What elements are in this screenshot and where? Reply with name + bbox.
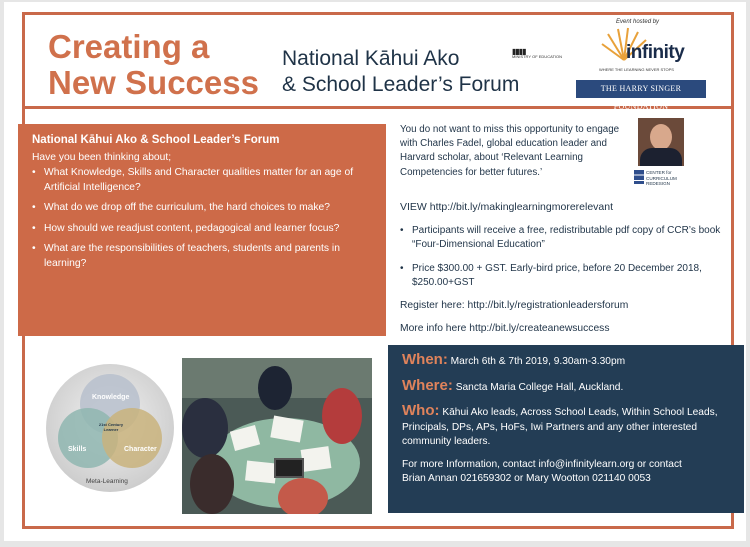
bullet-icon: • — [32, 202, 36, 213]
character-circle — [102, 408, 162, 468]
list-item: • Participants will receive a free, redistributable pdf copy of CCR’s book “Four-Dimensional Education” — [400, 225, 721, 250]
bullet-icon: • — [32, 222, 36, 234]
where-row — [402, 376, 744, 396]
questions-list — [32, 166, 376, 271]
who-text: Kāhui Ako leads, Across School Leads, Within School Leads, Principals, DPs, APs, HoFs, Iwi Partners and any other interested community leaders. — [402, 407, 718, 447]
list-item: • What Knowledge, Skills and Character qualities matter for an age of Artificial Intelligence? — [32, 167, 354, 193]
who-row — [402, 404, 734, 450]
infinity-wordmark: infinity — [626, 42, 685, 63]
ccr-label: CENTER for CURRICULUM REDESIGN — [646, 170, 677, 186]
register-link[interactable]: Register here: http://bit.ly/registrationleadersforum — [400, 300, 629, 311]
ministry-of-education-logo — [512, 49, 564, 59]
subtitle-line-2: & School Leader’s Forum — [282, 73, 520, 96]
venn-diagram — [46, 364, 174, 492]
when-text: March 6th & 7th 2019, 9.30am-3.30pm — [450, 356, 626, 367]
where-label: Where: — [402, 376, 453, 394]
speaker-photo — [638, 118, 684, 166]
subtitle-line-1: National Kāhui Ako — [282, 47, 460, 70]
center-label: 21st Century Learner — [98, 422, 124, 432]
where-text: Sancta Maria College Hall, Auckland. — [455, 381, 624, 393]
skills-label: Skills — [68, 446, 87, 453]
moe-label: MINISTRY OF EDUCATION — [512, 54, 563, 59]
view-link[interactable]: VIEW http://bit.ly/makinglearningmorerelevant — [400, 201, 614, 213]
classroom-photo — [182, 358, 372, 514]
knowledge-label: Knowledge — [92, 394, 130, 401]
speaker-intro: You do not want to miss this opportunity to engage with Charles Fadel, global education leader and Harvard scholar, about ‘Relevant Learning Competencies for better futures.’ — [400, 124, 620, 178]
list-item: • What do we drop off the curriculum, the hard choices to make? — [32, 201, 376, 216]
page-subtitle — [282, 46, 519, 98]
list-item: • Price $300.00 + GST. Early-bird price, before 20 December 2018, $250.00+GST — [400, 263, 702, 288]
title-line-2: New Success — [48, 64, 259, 101]
hosted-by-label: Event hosted by — [616, 19, 660, 25]
when-row — [402, 353, 744, 370]
moe-crest-icon: ▮▮▮▮ — [512, 47, 526, 56]
list-item: • What are the responsibilities of teachers, students and parents in learning? — [32, 243, 340, 269]
flyer-page — [4, 2, 746, 541]
ccr-icon — [634, 170, 644, 184]
character-label: Character — [124, 446, 157, 453]
questions-panel — [18, 124, 386, 336]
questions-intro: Have you been thinking about; — [32, 152, 172, 163]
event-details-panel — [388, 345, 744, 513]
bullet-icon: • — [32, 243, 36, 254]
contact-info: For more Information, contact info@infinitylearn.org or contact Brian Annan 021659302 or Mary Wootton 021140 0053 — [402, 458, 682, 484]
infinity-tagline: WHERE THE LEARNING NEVER STOPS — [599, 67, 674, 72]
infinity-logo — [584, 24, 719, 76]
questions-heading: National Kāhui Ako & School Leader’s Forum — [32, 134, 280, 146]
who-label: Who: — [402, 402, 440, 419]
bullet-icon: • — [400, 225, 404, 236]
title-line-1: Creating a — [48, 28, 210, 65]
meta-learning-label: Meta-Learning — [86, 478, 128, 485]
list-item: • How should we readjust content, pedagogical and learner focus? — [32, 222, 376, 237]
harry-singer-foundation-logo: THE HARRY SINGER FOUNDATION — [576, 80, 706, 98]
ccr-logo — [634, 170, 694, 187]
page-title — [48, 29, 259, 101]
more-info-link[interactable]: More info here http://bit.ly/createanewsuccess — [400, 323, 610, 334]
bullet-icon: • — [400, 263, 404, 274]
when-label: When: — [402, 351, 448, 368]
bullet-icon: • — [32, 167, 36, 178]
